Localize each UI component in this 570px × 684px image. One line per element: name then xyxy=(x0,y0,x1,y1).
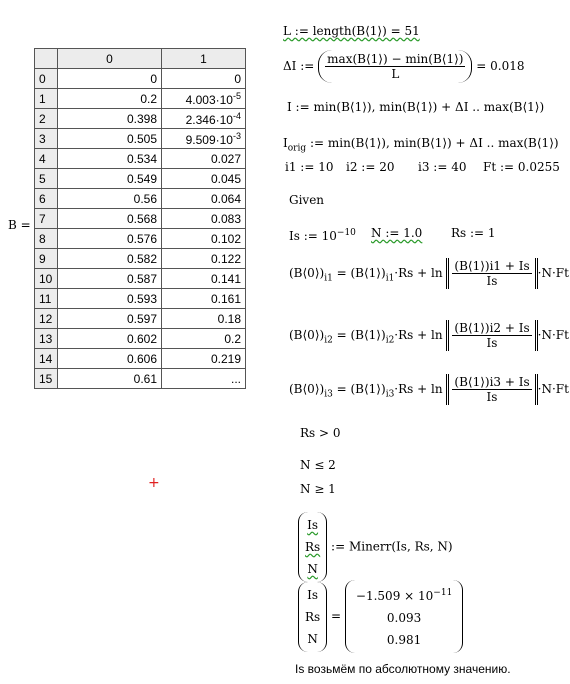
matrix-row[interactable] xyxy=(35,149,246,169)
matrix-cell-col1[interactable]: 0.064 xyxy=(162,189,246,209)
matrix-row[interactable] xyxy=(35,349,246,369)
i3-definition[interactable]: i3 := 40 xyxy=(418,160,467,174)
matrix-cell-col1[interactable]: 0.122 xyxy=(162,249,246,269)
matrix-row[interactable] xyxy=(35,329,246,349)
matrix-row-index: 8 xyxy=(35,229,58,249)
deltaI-definition[interactable] xyxy=(283,50,525,83)
deltaI-denominator: L xyxy=(391,67,400,81)
N-initial-text: N := 1.0 xyxy=(371,226,423,240)
eq2-lhs: (B⟨0⟩) xyxy=(289,328,325,342)
matrix-row[interactable] xyxy=(35,369,246,389)
minerr-vec-is: Is xyxy=(307,518,319,532)
matrix-cell-col0[interactable]: 0.534 xyxy=(58,149,162,169)
eq3-lhs-sub: i3 xyxy=(324,389,333,400)
result-lhs-vector xyxy=(298,582,327,652)
eq1-lhs-sub: i1 xyxy=(324,273,333,284)
I-definition[interactable] xyxy=(287,100,544,114)
matrix-cell-col1[interactable]: 0.219 xyxy=(162,349,246,369)
matrix-cell-col1[interactable]: 0.2 xyxy=(162,329,246,349)
Is-initial-exp: −10 xyxy=(336,228,356,238)
matrix-cell-col0[interactable]: 0.587 xyxy=(58,269,162,289)
eq3-bracket xyxy=(446,374,537,405)
matrix-row-index: 11 xyxy=(35,289,58,309)
eq1-bracket xyxy=(446,258,537,289)
matrix-cell-col0[interactable]: 0.2 xyxy=(58,89,162,109)
matrix-cell-col0[interactable]: 0.576 xyxy=(58,229,162,249)
matrix-cell-col0[interactable]: 0.398 xyxy=(58,109,162,129)
matrix-cell-col1[interactable]: ... xyxy=(162,369,246,389)
matrix-row[interactable] xyxy=(35,289,246,309)
deltaI-fraction xyxy=(325,52,465,81)
matrix-row[interactable] xyxy=(35,249,246,269)
matrix-corner xyxy=(35,49,58,69)
i2-definition[interactable]: i2 := 20 xyxy=(346,160,395,174)
matrix-cell-col1[interactable]: 0.102 xyxy=(162,229,246,249)
matrix-row-index: 1 xyxy=(35,89,58,109)
matrix-row-index: 9 xyxy=(35,249,58,269)
exponent: -5 xyxy=(232,90,241,101)
eq1-numerator: (B⟨1⟩)i1 + Is xyxy=(454,259,530,273)
eq3-tail: ·N·Ft xyxy=(537,382,569,396)
matrix-row[interactable] xyxy=(35,169,246,189)
deltaI-result: = 0.018 xyxy=(476,59,525,73)
eq1-fraction xyxy=(452,259,531,288)
minerr-assignment[interactable] xyxy=(298,512,453,582)
matrix-row-index: 13 xyxy=(35,329,58,349)
constraint-n-lower[interactable]: N ≥ 1 xyxy=(300,482,336,496)
Iorig-definition[interactable] xyxy=(283,136,559,155)
matrix-cell-col0[interactable]: 0.568 xyxy=(58,209,162,229)
eq1-lhs: (B⟨0⟩) xyxy=(289,266,325,280)
matrix-cell-col0[interactable]: 0.549 xyxy=(58,169,162,189)
deltaI-numerator: max(B⟨1⟩) − min(B⟨1⟩) xyxy=(327,52,464,66)
eq2-mid-sub: i2 xyxy=(385,335,395,346)
matrix-cell-col0[interactable]: 0.602 xyxy=(58,329,162,349)
matrix-cell-col0[interactable]: 0.56 xyxy=(58,189,162,209)
result-is-value xyxy=(356,582,452,607)
deltaI-left: ΔI := xyxy=(283,59,315,73)
matrix-cell-col1[interactable]: 0.161 xyxy=(162,289,246,309)
matrix-row[interactable] xyxy=(35,129,246,149)
matrix-row-index: 4 xyxy=(35,149,58,169)
given-keyword[interactable]: Given xyxy=(289,193,325,207)
matrix-cell-col0[interactable]: 0.61 xyxy=(58,369,162,389)
exponent: -3 xyxy=(232,130,241,141)
eq1-denominator: Is xyxy=(486,274,498,288)
eq3-mid-sub: i3 xyxy=(385,389,395,400)
eq1-mid-sub: i1 xyxy=(385,273,395,284)
eq1-mid: = (B⟨1⟩) xyxy=(336,266,386,280)
matrix-row[interactable] xyxy=(35,309,246,329)
matrix-row[interactable] xyxy=(35,229,246,249)
matrix-cell-col1[interactable]: 0.083 xyxy=(162,209,246,229)
matrix-row-index: 7 xyxy=(35,209,58,229)
eq2-denominator: Is xyxy=(486,336,498,350)
matrix-row-index: 12 xyxy=(35,309,58,329)
eq2-fraction xyxy=(452,321,531,350)
matrix-row-index: 5 xyxy=(35,169,58,189)
eq3-denominator: Is xyxy=(486,390,498,404)
equation-2[interactable] xyxy=(289,320,569,351)
eq2-lhs-sub: i2 xyxy=(324,335,333,346)
N-initial[interactable] xyxy=(371,226,422,240)
result-rs-value: 0.093 xyxy=(386,611,422,625)
Iorig-subscript: orig xyxy=(287,143,307,154)
matrix-row-index: 14 xyxy=(35,349,58,369)
result-is-mantissa: −1.509 × 10 xyxy=(355,589,434,603)
matrix-row[interactable] xyxy=(35,269,246,289)
note-text: Is возьмём по абсолютному значению. xyxy=(295,662,511,676)
Is-initial[interactable] xyxy=(289,226,356,243)
Iorig-symbol: I xyxy=(283,136,288,150)
deltaI-paren xyxy=(318,50,472,83)
eq3-rs: ·Rs + ln xyxy=(394,382,443,396)
minerr-call: := Minerr(Is, Rs, N) xyxy=(331,539,453,554)
result-display[interactable] xyxy=(298,580,463,653)
matrix-row-index: 10 xyxy=(35,269,58,289)
L-def-text: L := length(B⟨1⟩) = 51 xyxy=(283,24,420,38)
equation-3[interactable] xyxy=(289,374,569,405)
minerr-vec-rs: Rs xyxy=(305,540,321,554)
result-lhs-n: N xyxy=(307,631,318,646)
matrix-cell-col1[interactable]: $4.003\cdot 10^{-5}$ xyxy=(162,89,246,109)
matrix-cell-col1[interactable]: 0.027 xyxy=(162,149,246,169)
matrix-label: B = xyxy=(8,218,31,232)
Ft-definition[interactable]: Ft := 0.0255 xyxy=(483,160,560,174)
matrix-cell-col0[interactable]: 0.593 xyxy=(58,289,162,309)
result-rhs-vector xyxy=(345,580,463,653)
eq1-rs: ·Rs + ln xyxy=(394,266,443,280)
eq3-numerator: (B⟨1⟩)i3 + Is xyxy=(454,375,530,389)
result-is-exp: −11 xyxy=(433,588,453,598)
result-lhs-rs: Rs xyxy=(305,609,321,624)
crosshair-cursor-icon: + xyxy=(148,475,160,491)
eq1-tail: ·N·Ft xyxy=(537,266,569,280)
matrix-cell-col1[interactable]: $9.509\cdot 10^{-3}$ xyxy=(162,129,246,149)
Is-initial-text: Is := 10 xyxy=(289,229,337,243)
matrix-cell-col0[interactable]: 0.597 xyxy=(58,309,162,329)
matrix-row-index: 6 xyxy=(35,189,58,209)
Rs-initial[interactable]: Rs := 1 xyxy=(451,226,496,240)
result-n-value: 0.981 xyxy=(386,633,422,647)
Iorig-def-text: := min(B⟨1⟩), min(B⟨1⟩) + ΔI .. max(B⟨1⟩) xyxy=(306,136,559,150)
result-equals: = xyxy=(331,609,342,623)
eq3-lhs: (B⟨0⟩) xyxy=(289,382,325,396)
matrix-col-header-1: 1 xyxy=(162,49,246,69)
matrix-row-index: 15 xyxy=(35,369,58,389)
L-definition[interactable] xyxy=(283,24,420,38)
matrix-row-index: 0 xyxy=(35,69,58,89)
i1-definition[interactable]: i1 := 10 xyxy=(285,160,334,174)
matrix-row[interactable] xyxy=(35,89,246,109)
eq3-mid: = (B⟨1⟩) xyxy=(336,382,386,396)
matrix-row[interactable] xyxy=(35,189,246,209)
I-def-text: I := min(B⟨1⟩), min(B⟨1⟩) + ΔI .. max(B⟨1⟩) xyxy=(287,100,545,114)
matrix-cell-col1[interactable]: 0.045 xyxy=(162,169,246,189)
matrix-col-header-0: 0 xyxy=(58,49,162,69)
matrix-cell-col1[interactable]: 0.141 xyxy=(162,269,246,289)
matrix-row[interactable] xyxy=(35,69,246,89)
eq3-fraction xyxy=(452,375,531,404)
matrix-cell-col0[interactable]: 0.606 xyxy=(58,349,162,369)
equation-1[interactable] xyxy=(289,258,569,289)
minerr-vec-n: N xyxy=(307,562,318,576)
matrix-row-index: 3 xyxy=(35,129,58,149)
exponent: -4 xyxy=(232,110,241,121)
eq2-tail: ·N·Ft xyxy=(537,328,569,342)
minerr-vector xyxy=(298,512,327,582)
result-lhs-is: Is xyxy=(307,587,319,602)
matrix-row[interactable] xyxy=(35,109,246,129)
matrix-row-index: 2 xyxy=(35,109,58,129)
eq2-numerator: (B⟨1⟩)i2 + Is xyxy=(454,321,530,335)
eq2-bracket xyxy=(446,320,537,351)
matrix-cell-col1[interactable]: $2.346\cdot 10^{-4}$ xyxy=(162,109,246,129)
matrix-cell-col1[interactable]: 0 xyxy=(162,69,246,89)
eq2-mid: = (B⟨1⟩) xyxy=(336,328,386,342)
matrix-row[interactable] xyxy=(35,209,246,229)
matrix-cell-col0[interactable]: 0.582 xyxy=(58,249,162,269)
constraint-n-upper[interactable]: N ≤ 2 xyxy=(300,458,336,472)
constraint-rs[interactable]: Rs > 0 xyxy=(300,426,341,440)
matrix-cell-col1[interactable]: 0.18 xyxy=(162,309,246,329)
eq2-rs: ·Rs + ln xyxy=(394,328,443,342)
matrix-cell-col0[interactable]: 0 xyxy=(58,69,162,89)
matrix-cell-col0[interactable]: 0.505 xyxy=(58,129,162,149)
matrix-table[interactable] xyxy=(34,48,246,389)
